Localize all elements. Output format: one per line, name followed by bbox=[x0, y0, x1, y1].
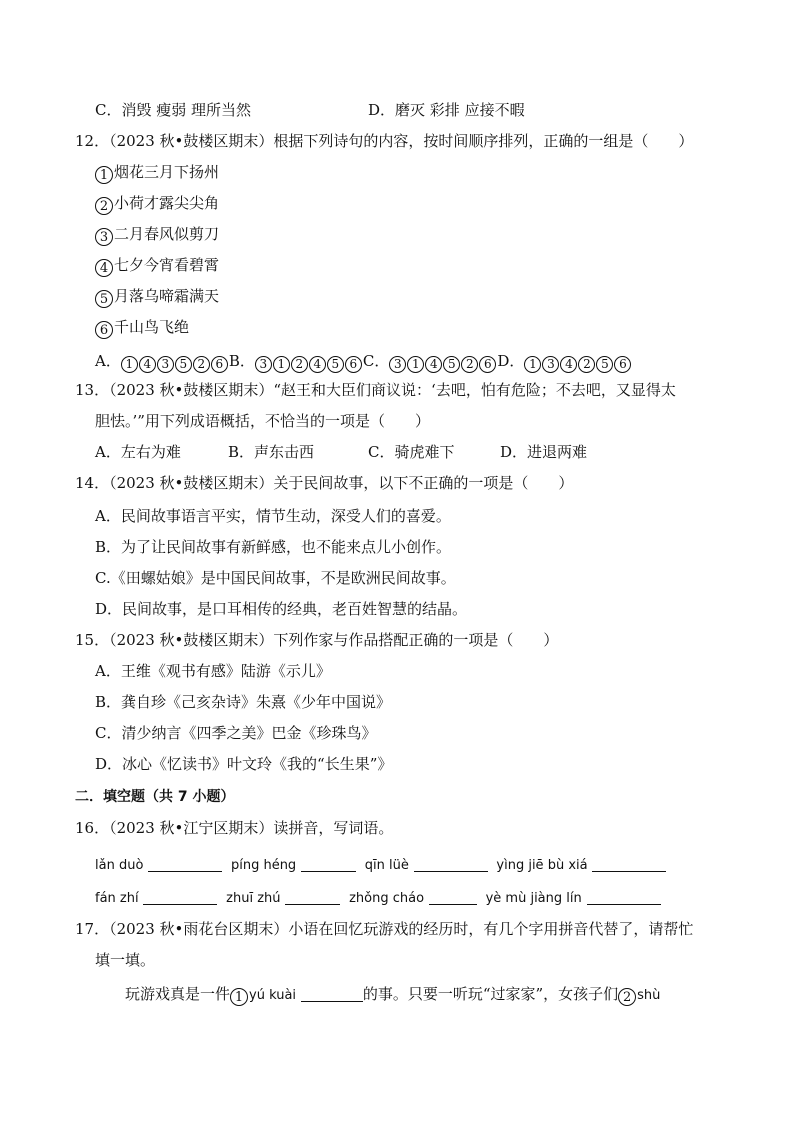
circled-number: 1 bbox=[230, 988, 248, 1006]
passage-line bbox=[125, 983, 660, 1007]
poem-item bbox=[95, 316, 189, 339]
pinyin: píng héng bbox=[230, 858, 297, 873]
option-a: A． 1 4 3 5 2 6 bbox=[95, 352, 229, 370]
pinyin: lǎn duò bbox=[95, 858, 144, 873]
option-a: A．民间故事语言平实，情节生动，深受人们的喜爱。 bbox=[95, 507, 451, 525]
answer-blank[interactable] bbox=[148, 855, 222, 872]
question-13-stem: 13．（2023 秋•鼓楼区期末）“赵王和大臣们商议说：‘去吧，怕有危险；不去吧，又显得太 bbox=[75, 381, 676, 399]
option-d: D．进退两难 bbox=[500, 443, 588, 461]
option-c: C．清少纳言《四季之美》巴金《珍珠鸟》 bbox=[95, 724, 377, 742]
option-b: B． 3 1 2 4 5 6 bbox=[229, 352, 363, 370]
poem-text: 千山鸟飞绝 bbox=[114, 318, 190, 336]
option-b: B．龚自珍《己亥杂诗》朱熹《少年中国说》 bbox=[95, 693, 392, 711]
circled-number: 5 bbox=[95, 290, 113, 308]
question-16-stem: 16．（2023 秋•江宁区期末）读拼音，写词语。 bbox=[75, 819, 394, 837]
q12-options bbox=[95, 350, 632, 373]
option-d: D．民间故事，是口耳相传的经典，老百姓智慧的结晶。 bbox=[95, 600, 468, 618]
poem-text: 七夕今宵看碧霄 bbox=[114, 256, 220, 274]
circled-number: 6 bbox=[95, 321, 113, 339]
circled-number: 3 bbox=[95, 228, 113, 246]
pinyin: qīn lüè bbox=[364, 858, 409, 873]
circled-number: 1 bbox=[95, 166, 113, 184]
question-17-stem-cont: 填一填。 bbox=[95, 951, 156, 969]
poem-item bbox=[95, 192, 219, 215]
poem-text: 月落乌啼霜满天 bbox=[114, 287, 220, 305]
pinyin: zhuī zhú bbox=[226, 891, 281, 906]
pinyin: yú kuài bbox=[249, 988, 297, 1003]
option-c: C．消毁 瘦弱 理所当然 bbox=[95, 101, 252, 119]
answer-blank[interactable] bbox=[429, 888, 477, 905]
option-a: A．左右为难 bbox=[95, 443, 181, 461]
option-a: A．王维《观书有感》陆游《示儿》 bbox=[95, 662, 331, 680]
option-c: C． 3 1 4 5 2 6 bbox=[363, 352, 497, 370]
answer-blank[interactable] bbox=[301, 985, 363, 1002]
answer-blank[interactable] bbox=[301, 855, 356, 872]
poem-item bbox=[95, 285, 219, 308]
answer-blank[interactable] bbox=[143, 888, 217, 905]
circled-number: 2 bbox=[618, 988, 636, 1006]
pinyin: zhǒng cháo bbox=[349, 891, 425, 906]
question-17-stem: 17．（2023 秋•雨花台区期末）小语在回忆玩游戏的经历时，有几个字用拼音代替了，请帮忙 bbox=[75, 920, 694, 938]
option-c: C．骑虎难下 bbox=[368, 443, 455, 461]
option-d: D．冰心《忆读书》叶文玲《我的“长生果”》 bbox=[95, 755, 393, 773]
option-d: D．磨灭 彩排 应接不暇 bbox=[368, 101, 525, 119]
poem-text: 二月春风似剪刀 bbox=[114, 225, 220, 243]
circled-number: 2 bbox=[95, 197, 113, 215]
option-c: C.《田螺姑娘》是中国民间故事，不是欧洲民间故事。 bbox=[95, 569, 456, 587]
poem-item bbox=[95, 161, 219, 184]
pinyin: yìng jiē bù xiá bbox=[496, 858, 588, 873]
poem-text: 小荷才露尖尖角 bbox=[114, 194, 220, 212]
poem-item bbox=[95, 254, 219, 277]
poem-item bbox=[95, 223, 219, 246]
pinyin: shù bbox=[637, 988, 661, 1003]
answer-blank[interactable] bbox=[414, 855, 488, 872]
option-b: B．为了让民间故事有新鲜感，也不能来点儿小创作。 bbox=[95, 538, 452, 556]
pinyin-row-2 bbox=[95, 886, 661, 910]
circled-number: 4 bbox=[95, 259, 113, 277]
question-12-stem: 12．（2023 秋•鼓楼区期末）根据下列诗句的内容，按时间顺序排列，正确的一组是（ ） bbox=[75, 132, 694, 150]
section-heading: 二．填空题（共 7 小题） bbox=[75, 789, 235, 805]
pinyin-row-1 bbox=[95, 853, 666, 877]
passage-text: 的事。只要一听玩“过家家”，女孩子们 bbox=[362, 985, 619, 1003]
poem-text: 烟花三月下扬州 bbox=[114, 163, 220, 181]
passage-text: 玩游戏真是一件 bbox=[125, 985, 231, 1003]
answer-blank[interactable] bbox=[592, 855, 666, 872]
question-14-stem: 14．（2023 秋•鼓楼区期末）关于民间故事，以下不正确的一项是（ ） bbox=[75, 474, 574, 492]
pinyin: fán zhí bbox=[95, 891, 139, 906]
option-d: D． 1 3 4 2 5 6 bbox=[497, 352, 632, 370]
answer-blank[interactable] bbox=[285, 888, 340, 905]
pinyin: yè mù jiàng lín bbox=[485, 891, 582, 906]
question-13-stem-cont: 胆怯。’”用下列成语概括，不恰当的一项是（ ） bbox=[95, 412, 430, 430]
answer-blank[interactable] bbox=[587, 888, 661, 905]
option-b: B．声东击西 bbox=[228, 443, 315, 461]
question-15-stem: 15．（2023 秋•鼓楼区期末）下列作家与作品搭配正确的一项是（ ） bbox=[75, 631, 559, 649]
